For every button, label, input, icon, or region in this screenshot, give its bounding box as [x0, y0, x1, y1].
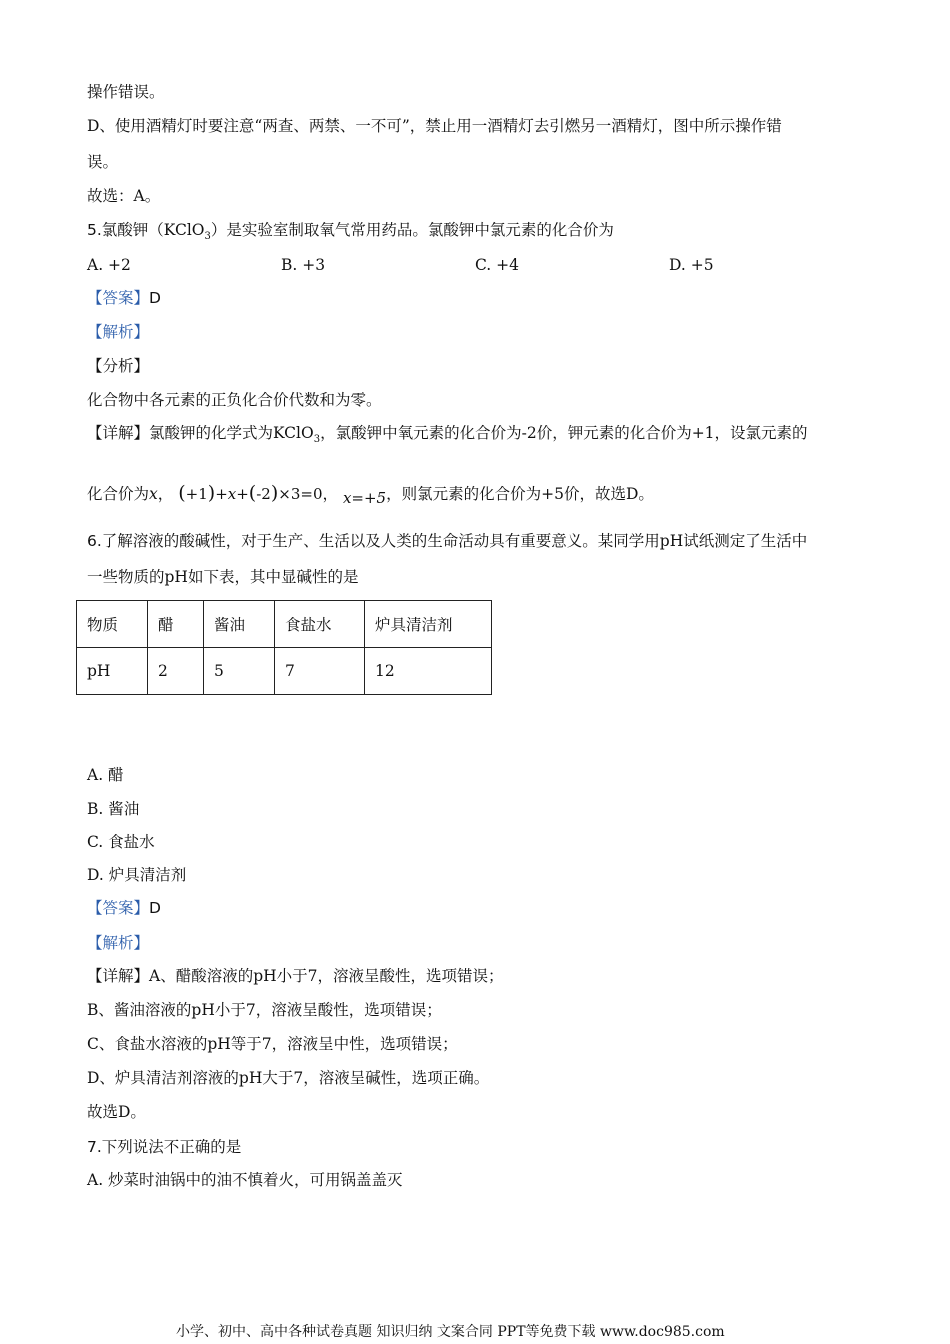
answer-line [87, 898, 161, 918]
table-cell: 酱油 [204, 601, 275, 648]
option-c: C. 食盐水 [87, 833, 155, 851]
question-5-stem: 5.氯酸钾（KClO$_3$）是实验室制取氧气常用药品。氯酸钾中氯元素的化合价为 [87, 221, 614, 243]
detail-line: 【详解】A、醋酸溶液的pH小于7，溶液呈酸性，选项错误； [87, 967, 504, 985]
option-b: B. +3 [281, 256, 326, 274]
detail-label: 【详解】 [87, 424, 150, 442]
answer-line [87, 288, 161, 308]
equation-result: x=+5 [342, 489, 387, 507]
option-c: C. +4 [475, 256, 520, 274]
answer-label: 【答案】 [87, 289, 150, 307]
fenxi-label: 【分析】 [87, 357, 150, 375]
option-a: A. +2 [87, 256, 131, 274]
ph-table [76, 600, 492, 695]
question-6-stem: 6.了解溶液的酸碱性，对于生产、生活以及人类的生命活动具有重要意义。某同学用pH试纸测定了生活中 [87, 532, 808, 550]
question-7-stem: 7.下列说法不正确的是 [87, 1138, 242, 1156]
table-cell: 炉具清洁剂 [365, 601, 492, 648]
table-cell: pH [77, 648, 148, 695]
option-a: A. 炒菜时油锅中的油不慎着火，可用锅盖盖灭 [87, 1171, 403, 1189]
answer-label: 【答案】 [87, 899, 150, 917]
option-d: D. 炉具清洁剂 [87, 866, 187, 884]
conclusion-line: 故选D。 [87, 1103, 146, 1121]
detail-line: C、食盐水溶液的pH等于7，溶液呈中性，选项错误； [87, 1035, 458, 1053]
answer-value: D [149, 899, 161, 917]
detail-label: 【详解】 [87, 967, 150, 985]
question-6-stem-2: 一些物质的pH如下表，其中显碱性的是 [87, 568, 359, 586]
fenxi-text: 化合物中各元素的正负化合价代数和为零。 [87, 391, 382, 409]
text-line: 故选：A。 [87, 187, 161, 205]
table-cell: 7 [275, 648, 365, 695]
text-line: 操作错误。 [87, 83, 165, 101]
detail-line: 【详解】氯酸钾的化学式为KClO$_3$，氯酸钾中氧元素的化合价为-2价，钾元素的化合价为+1，设氯元素的 [87, 424, 808, 446]
question-number: 5. [87, 221, 102, 239]
option-a: A. 醋 [87, 766, 124, 784]
table-row [77, 601, 492, 648]
text-line: D、使用酒精灯时要注意“两查、两禁、一不可”，禁止用一酒精灯去引燃另一酒精灯，图中所示操作错 [87, 117, 782, 135]
detail-line-2: 化合价为x， (+1)+x+(-2)×3=0， x=+5，则氯元素的化合价为+5价，故选D。 [87, 482, 654, 507]
page-footer: 小学、初中、高中各种试卷真题 知识归纳 文案合同 PPT等免费下载 www.doc985.com [176, 1324, 725, 1340]
option-d: D. +5 [669, 256, 714, 274]
table-cell: 12 [365, 648, 492, 695]
table-cell: 2 [148, 648, 204, 695]
text-line: 误。 [87, 153, 119, 171]
detail-line: B、酱油溶液的pH小于7，溶液呈酸性，选项错误； [87, 1001, 442, 1019]
analysis-label: 【解析】 [87, 323, 150, 341]
question-number: 7. [87, 1138, 102, 1156]
table-cell: 醋 [148, 601, 204, 648]
table-cell: 物质 [77, 601, 148, 648]
table-cell: 5 [204, 648, 275, 695]
analysis-label: 【解析】 [87, 934, 150, 952]
equation: (+1)+x+(-2)×3=0 [178, 482, 323, 504]
question-number: 6. [87, 532, 102, 550]
table-row [77, 648, 492, 695]
table-cell: 食盐水 [275, 601, 365, 648]
answer-value: D [149, 289, 161, 307]
detail-line: D、炉具清洁剂溶液的pH大于7，溶液呈碱性，选项正确。 [87, 1069, 490, 1087]
option-b: B. 酱油 [87, 800, 140, 818]
